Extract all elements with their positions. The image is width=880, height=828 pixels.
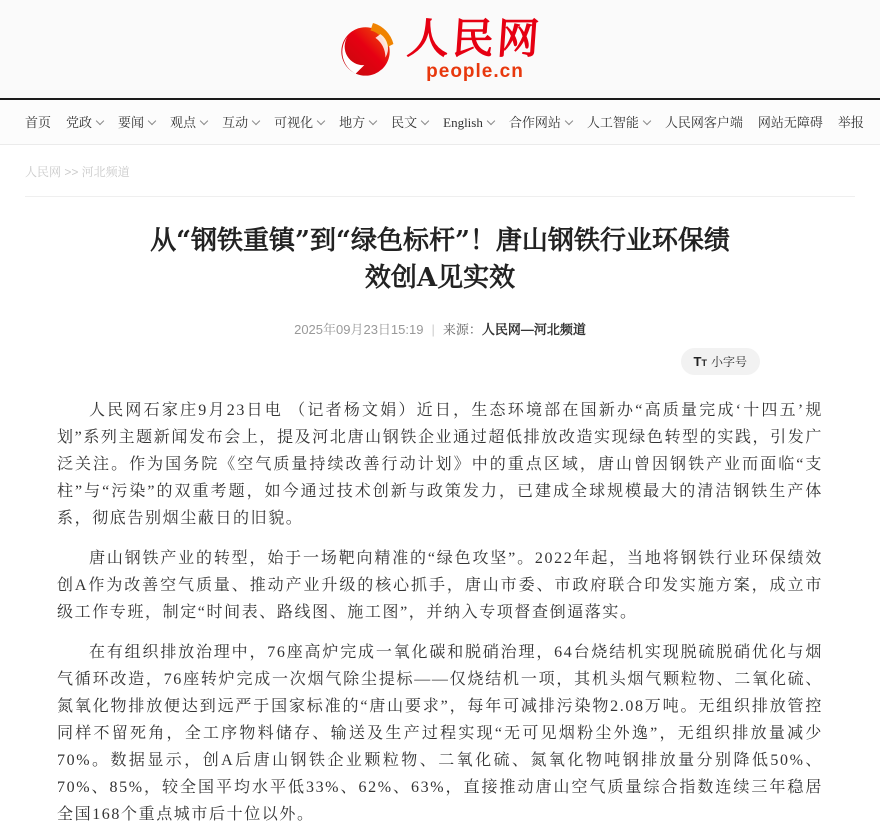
- article-date: 2025年09月23日15:19: [294, 322, 424, 337]
- chevron-down-icon: [643, 116, 651, 124]
- article-title: 从“钢铁重镇”到“绿色标杆”！唐山钢铁行业环保绩效创A见实效: [150, 226, 730, 293]
- nav-item-news[interactable]: 要闻: [118, 116, 155, 129]
- main-nav: [0, 98, 880, 145]
- nav-item-ai[interactable]: 人工智能: [587, 116, 650, 129]
- chevron-down-icon: [317, 116, 325, 124]
- source-name[interactable]: 人民网—河北频道: [481, 322, 586, 337]
- article-paragraph-3: 在有组织排放治理中，76座高炉完成一氧化碳和脱硝治理，64台烧结机实现脱硫脱硝优化与烟气循环改造，76座转炉完成一次烟气除尘提标——仅烧结机一项，其机头烟气颗粒物、二氧化硫、氮氧化物排放便达到远严于国家标准的“唐山要求”，每年可减排污染物2.08万吨。无组织排放管控同样不留死角，全工序物料储存、输送及生产过程实现“无可见烟粉尘外逸”，无组织排放量减少70%。数据显示，创A后唐山钢铁企业颗粒物、二氧化硫、氮氧化物吨钢排放量分别降低50%、70%、85%，较全国平均水平低33%、62%、63%，直接推动唐山空气质量综合指数连续三年稳居全国168个重点城市后十位以外。: [57, 644, 823, 823]
- chevron-down-icon: [369, 116, 377, 124]
- nav-item-local[interactable]: 地方: [339, 116, 376, 129]
- site-header: [0, 0, 880, 98]
- logo-chinese-text: 人民网: [405, 13, 545, 63]
- chevron-down-icon: [200, 116, 208, 124]
- nav-item-home[interactable]: 首页: [25, 114, 52, 130]
- nav-item-partner-sites[interactable]: 合作网站: [509, 116, 572, 129]
- article-paragraph-2: 唐山钢铁产业的转型，始于一场靶向精准的“绿色攻坚”。2022年起，当地将钢铁行业环保绩效创A作为改善空气质量、推动产业升级的核心抓手，唐山市委、市政府联合印发实施方案，成立市级工作专班，制定“时间表、路线图、施工图”，并纳入专项督查倒逼落实。: [57, 550, 823, 621]
- nav-item-english[interactable]: English: [443, 116, 494, 129]
- nav-item-app-client[interactable]: 人民网客户端: [664, 114, 743, 130]
- nav-item-party-politics[interactable]: 党政: [66, 116, 103, 129]
- people-cn-logo[interactable]: [337, 13, 545, 82]
- nav-item-visualization[interactable]: 可视化: [274, 116, 324, 129]
- article-toolbar: [120, 348, 760, 375]
- nav-item-accessibility[interactable]: 网站无障碍: [757, 114, 823, 130]
- chevron-down-icon: [421, 116, 429, 124]
- chevron-down-icon: [252, 116, 260, 124]
- article-meta: [57, 319, 823, 338]
- chevron-down-icon: [487, 116, 495, 124]
- font-size-button-label: 小字号: [710, 355, 747, 369]
- font-size-icon: T T: [693, 354, 707, 369]
- font-size-button[interactable]: [681, 348, 760, 375]
- logo-english-text: people.cn: [426, 60, 524, 82]
- nav-item-report[interactable]: 举报: [837, 114, 864, 130]
- meta-separator: |: [431, 322, 435, 337]
- article-paragraph-1: 人民网石家庄9月23日电 （记者杨文娟）近日，生态环境部在国新办“高质量完成‘十四五’规划”系列主题新闻发布会上，提及河北唐山钢铁企业通过超低排放改造实现绿色转型的实践，引发广泛关注。作为国务院《空气质量持续改善行动计划》中的重点区域，唐山曾因钢铁产业而面临“支柱”与“污染”的双重考题，如今通过技术创新与政策发力，已建成全球规模最大的清洁钢铁生产体系，彻底告别烟尘蔽日的旧貌。: [57, 402, 823, 527]
- breadcrumb[interactable]: 人民网 >> 河北频道: [25, 165, 130, 179]
- logo-text: [405, 13, 545, 82]
- chevron-down-icon: [565, 116, 573, 124]
- nav-item-minority-languages[interactable]: 民文: [391, 116, 428, 129]
- people-globe-icon: [337, 19, 399, 79]
- nav-item-opinions[interactable]: 观点: [170, 116, 207, 129]
- article-body: [57, 197, 823, 828]
- source-label: 来源：: [442, 322, 482, 337]
- chevron-down-icon: [96, 116, 104, 124]
- nav-item-interaction[interactable]: 互动: [222, 116, 259, 129]
- chevron-down-icon: [148, 116, 156, 124]
